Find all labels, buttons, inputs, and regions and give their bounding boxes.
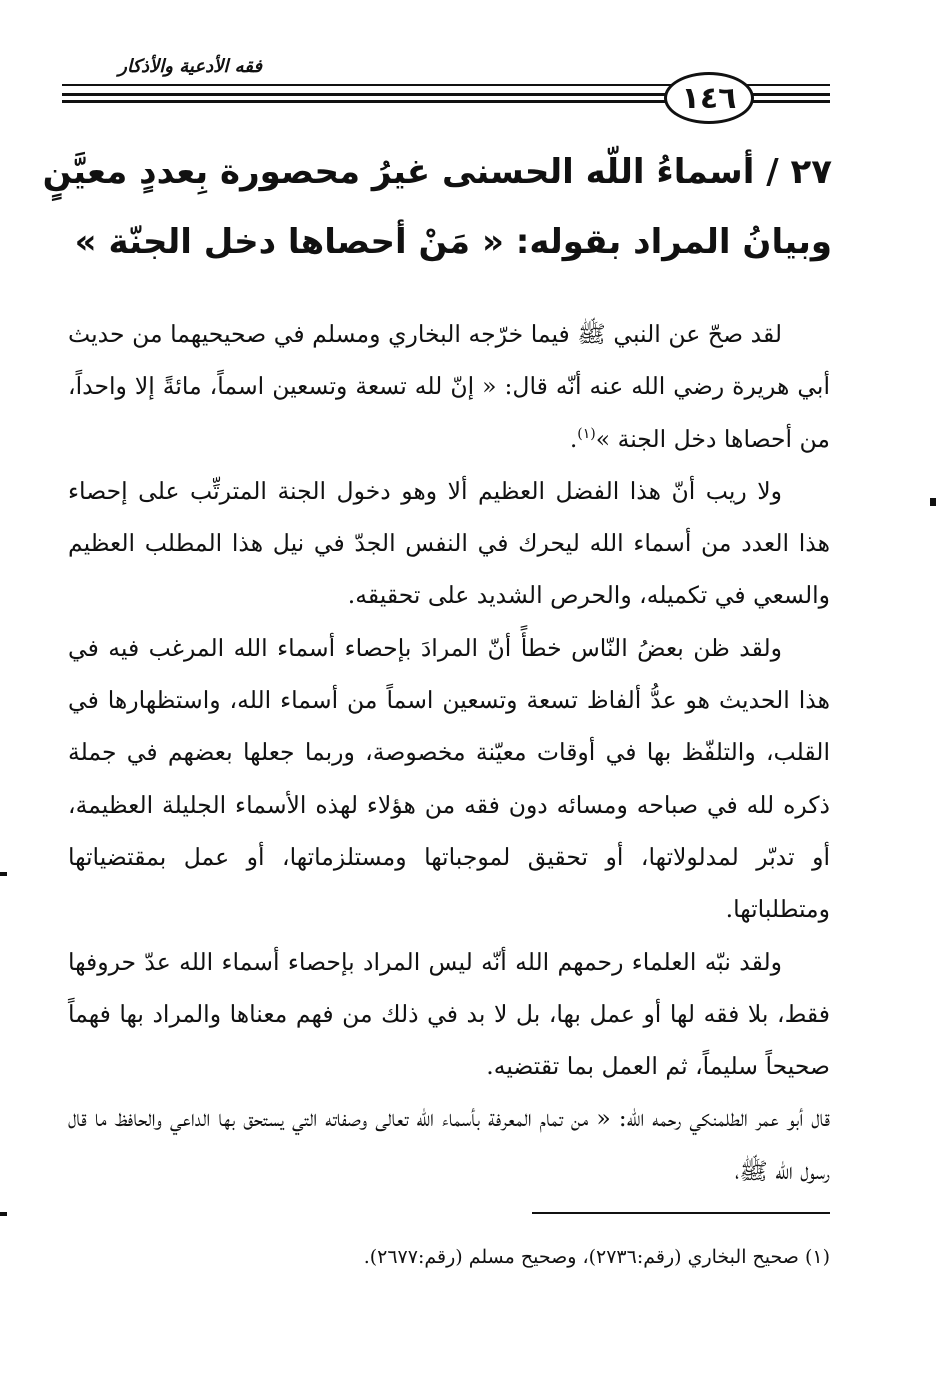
paragraph: قال أبو عمر الطلمنكي رحمه الله: « من تمام المعرفة بأسماء الله تعالى وصفاته التي يستحق بها الداعي والحافظ ما قال رسول الله ﷺ، xyxy=(68,1104,830,1185)
paragraph: ولا ريب أنّ هذا الفضل العظيم ألا وهو دخول الجنة المترتِّب على إحصاء هذا العدد من أسماء الله ليحرك في النفس الجدّ في نيل هذا المطلب العظيم والسعي في تكميله، والحرص الشديد على تحقيقه. xyxy=(68,476,830,610)
footnote-reference: (١) xyxy=(577,425,596,442)
header-double-rule-right-top xyxy=(752,93,830,96)
header-double-rule-left-bottom xyxy=(62,100,666,103)
header-double-rule-right-bottom xyxy=(752,100,830,103)
running-title: فقه الأدعية والأذكار xyxy=(118,56,262,77)
footnote-separator xyxy=(532,1212,830,1214)
paragraph: ولقد ظن بعضُ النّاس خطأً أنّ المرادَ بإحصاء أسماء الله المرغب فيه في هذا الحديث هو عدُّ ألفاظ تسعة وتسعين اسماً من أسماء الله، واستظهارها في القلب، والتلفّظ بها في أوقات معيّنة مخصوصة، وربما جعلها بعضهم في جملة ذكره لله في صباحه ومسائه دون فقه من هؤلاء لهذه الأسماء الجليلة العظيمة، أو تدبّر لمدلولاتها، أو تحقيق لموجباتها ومستلزماتها، أو عمل بمقتضياتها ومتطلباتها. xyxy=(68,633,830,924)
scan-mark xyxy=(0,1212,7,1216)
chapter-heading-line-2: وبيانُ المراد بقوله: « مَنْ أحصاها دخل الجنّة » xyxy=(74,222,832,262)
header-double-rule-left-top xyxy=(62,93,666,96)
chapter-heading-line-1: ٢٧ / أسماءُ اللّه الحسنى غيرُ محصورة بِعددٍ معيَّنٍ xyxy=(42,152,832,192)
footnote: (١) صحيح البخاري (رقم:٢٧٣٦)، وصحيح مسلم (رقم:٢٦٧٧). xyxy=(363,1246,830,1268)
paragraph-text: لقد صحّ عن النبي ﷺ فيما خرّجه البخاري ومسلم في صحيحيهما من حديث أبي هريرة رضي الله عنه أنّه قال: « إنّ لله تسعة وتسعين اسماً، مائةً إلا واحداً، من أحصاها دخل الجنة » xyxy=(68,320,830,453)
paragraph: ولقد نبّه العلماء رحمهم الله أنّه ليس المراد بإحصاء أسماء الله عدّ حروفها فقط، بلا فقه لها أو عمل بها، بل لا بد في ذلك من فهم معناها والمراد بها فهماً صحيحاً سليماً، ثم العمل بما تقتضيه. xyxy=(68,947,830,1081)
scan-mark xyxy=(0,872,7,876)
main-text xyxy=(68,308,830,1197)
page-number: ١٤٦ xyxy=(664,72,754,124)
paragraph-tail: . xyxy=(569,424,578,453)
scan-mark xyxy=(930,498,936,506)
paragraph xyxy=(68,308,830,465)
